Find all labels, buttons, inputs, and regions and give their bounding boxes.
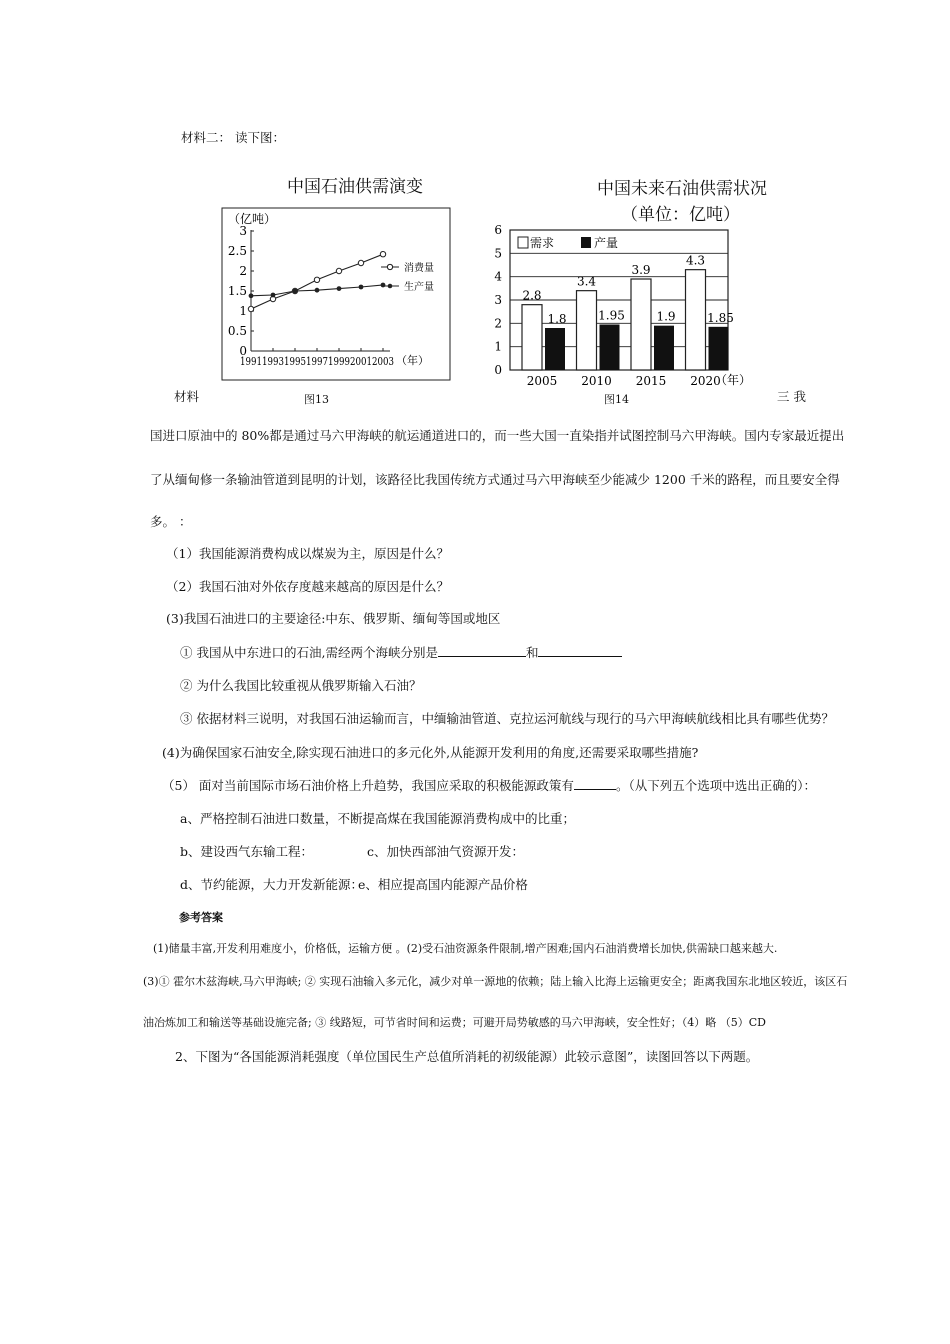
chart13-y-tick-label: 1: [239, 304, 247, 318]
chart13-x-tick-label: 2003: [372, 355, 394, 368]
chart14-legend-output: 产量: [594, 236, 619, 250]
option-b: b、建设西气东输工程：: [180, 844, 314, 859]
material3-line3: 多。 ：: [150, 514, 192, 529]
chart14-legend-demand-swatch: [518, 237, 528, 248]
chart14-demand-label: 3.9: [631, 263, 651, 277]
chart13-x-tick-label: 1997: [306, 355, 328, 368]
chart14-demand-label: 2.8: [522, 288, 542, 303]
chart13-legend-production: 生产量: [404, 282, 434, 293]
question-3-3: ③ 依据材料三说明，对我国石油运输而言，中缅输油管道、克拉运河航线与现行的马六甲海峡航线相比具有哪些优势？: [180, 711, 834, 726]
answer-1: (1)储量丰富,开发利用难度小，价格低，运输方便 。(2)受石油资源条件限制,增产困难;国内石油消费增长加快,供需缺口越来越大.: [153, 942, 778, 955]
chart14-output-bar: [709, 327, 729, 370]
chart14-output-bar: [654, 326, 674, 370]
question-3: (3)我国石油进口的主要途径:中东、俄罗斯、缅甸等国或地区: [166, 611, 501, 626]
chart13-consumption-point: [380, 252, 385, 257]
question-4: (4)为确保国家石油安全,除实现石油进口的多元化外,从能源开发利用的角度,还需要采取哪些措施?: [162, 745, 699, 760]
chart13-consumption-point: [358, 260, 363, 265]
answers-heading: 参考答案: [179, 911, 223, 924]
material3-line1: 国进口原油中的 80%都是通过马六甲海峡的航运通道进口的，而一些大国一直染指并试图控制马六甲海峡。国内专家最近提出: [150, 428, 845, 443]
chart13-x-unit: （年）: [396, 354, 429, 367]
next-question: 2、下图为“各国能源消耗强度（单位国民生产总值所消耗的初级能源）此较示意图”，读图回答以下两题。: [175, 1049, 759, 1064]
option-e: e、相应提高国内能源产品价格: [358, 877, 528, 892]
chart14-caption: 图14: [604, 393, 629, 406]
question-3-2: ② 为什么我国比较重视从俄罗斯输入石油？: [180, 678, 422, 693]
chart14-output-label: 1.95: [598, 308, 625, 323]
chart14-y-tick-label: 1: [494, 339, 502, 354]
chart13-x-tick-label: 1995: [284, 355, 306, 368]
chart13-production-point: [359, 285, 364, 290]
chart14-demand-label: 3.4: [576, 274, 597, 289]
question-5-text: （5） 面对当前国际市场石油价格上升趋势，我国应采取的积极能源政策有: [162, 778, 574, 793]
answer-blank-strait-2[interactable]: [538, 644, 622, 657]
chart14-y-tick-label: 0: [494, 363, 502, 377]
question-5-instruction: 。（从下列五个选项中选出正确的）：: [615, 778, 816, 793]
chart13-production-point: [315, 288, 320, 293]
chart13-production-point: [249, 293, 254, 298]
chart13-y-tick-label: 3: [239, 224, 247, 238]
option-a: a、严格控制石油进口数量，不断提高煤在我国能源消费构成中的比重；: [180, 811, 575, 826]
question-3-1: [180, 643, 622, 661]
chart13-x-tick-label: 2001: [350, 355, 372, 368]
chart13-production-point: [381, 283, 386, 288]
chart14-y-tick-label: 5: [494, 246, 502, 261]
chart13-production-point: [271, 293, 276, 298]
chart14-x-unit: （年）: [715, 373, 752, 387]
answer-3: 油冶炼加工和输送等基础设施完备; ③ 线路短，可节省时间和运费；可避开局势敏感的马六甲海峡，安全性好；（4）略 （5）CD: [143, 1016, 766, 1029]
chart13-x-tick-label: 1993: [262, 355, 284, 368]
chart13-title: 中国石油供需演变: [287, 177, 423, 197]
material3-left: 材料: [174, 389, 200, 404]
chart13-ylabel: （亿吨）: [228, 212, 277, 226]
question-1: （1）我国能源消费构成以煤炭为主，原因是什么？: [166, 546, 449, 561]
material3-right: 三 我: [777, 389, 806, 404]
chart13-consumption-point: [336, 268, 341, 273]
chart13-y-tick-label: 0: [239, 344, 247, 358]
chart13-x-tick-label: 1991: [240, 355, 262, 368]
chart13-y-tick-label: 1.5: [227, 284, 247, 298]
chart14-output-label: 1.9: [656, 309, 676, 324]
chart14-y-tick-label: 3: [494, 293, 502, 307]
chart14-title: 中国未来石油供需状况: [597, 179, 767, 199]
option-d: d、节约能源，大力开发新能源：: [180, 877, 364, 892]
answer-blank-strait-1[interactable]: [438, 644, 526, 657]
material2-intro: 材料二： 读下图：: [181, 130, 285, 145]
answer-blank-policy[interactable]: [574, 777, 616, 790]
question-5: [162, 776, 816, 794]
material3-line2: 了从缅甸修一条输油管道到昆明的计划，该路径比我国传统方式通过马六甲海峡至少能减少 1200 千米的路程，而且要安全得: [150, 472, 840, 487]
chart14-output-label: 1.85: [707, 310, 734, 325]
chart14-x-tick-label: 2005: [526, 374, 558, 388]
chart14-output-label: 1.8: [547, 312, 567, 326]
chart14-y-tick-label: 6: [494, 223, 502, 237]
chart14-x-tick-label: 2020: [690, 374, 721, 388]
question-2: （2）我国石油对外依存度越来越高的原因是什么？: [166, 579, 449, 594]
chart13-line-chart: [214, 200, 454, 390]
chart14-demand-bar: [631, 279, 651, 370]
chart13-consumption-point: [314, 277, 319, 282]
chart14-output-bar: [600, 325, 620, 371]
chart14-legend-output-swatch: [581, 237, 591, 248]
chart14-subtitle: （单位：亿吨）: [621, 205, 740, 225]
question-3-1-text: ① 我国从中东进口的石油,需经两个海峡分别是: [180, 645, 438, 660]
chart14-demand-bar: [522, 305, 542, 370]
question-3-1-and: 和: [525, 645, 539, 660]
chart13-y-tick-label: 0.5: [227, 324, 247, 338]
chart14-demand-bar: [686, 270, 706, 370]
chart13-y-tick-label: 2: [239, 264, 247, 278]
chart14-y-tick-label: 4: [494, 269, 502, 284]
answer-2: (3)① 霍尔木兹海峡,马六甲海峡; ② 实现石油输入多元化，减少对单一源地的依赖；陆上输入比海上运输更安全；距离我国东北地区较近，该区石: [143, 975, 848, 988]
chart13-production-point: [337, 286, 342, 291]
chart13-legend-consumption: 消费量: [404, 263, 434, 274]
chart14-x-tick-label: 2015: [635, 374, 667, 388]
chart14-output-bar: [545, 328, 565, 370]
chart13-x-tick-label: 1999: [328, 355, 350, 368]
chart13-y-tick-label: 2.5: [227, 244, 247, 258]
chart14-y-tick-label: 2: [494, 316, 502, 331]
chart14-legend-demand: 需求: [530, 236, 555, 250]
chart14-bar-chart: [482, 222, 762, 392]
chart14-demand-bar: [577, 291, 597, 370]
chart14-demand-label: 4.3: [685, 253, 706, 268]
chart13-legend-production-marker: [388, 284, 393, 289]
chart13-consumption-point: [248, 306, 253, 311]
option-c: c、加快西部油气资源开发：: [367, 844, 525, 859]
chart14-x-tick-label: 2010: [581, 374, 612, 388]
chart13-production-point: [293, 289, 298, 294]
chart13-caption: 图13: [304, 393, 329, 406]
